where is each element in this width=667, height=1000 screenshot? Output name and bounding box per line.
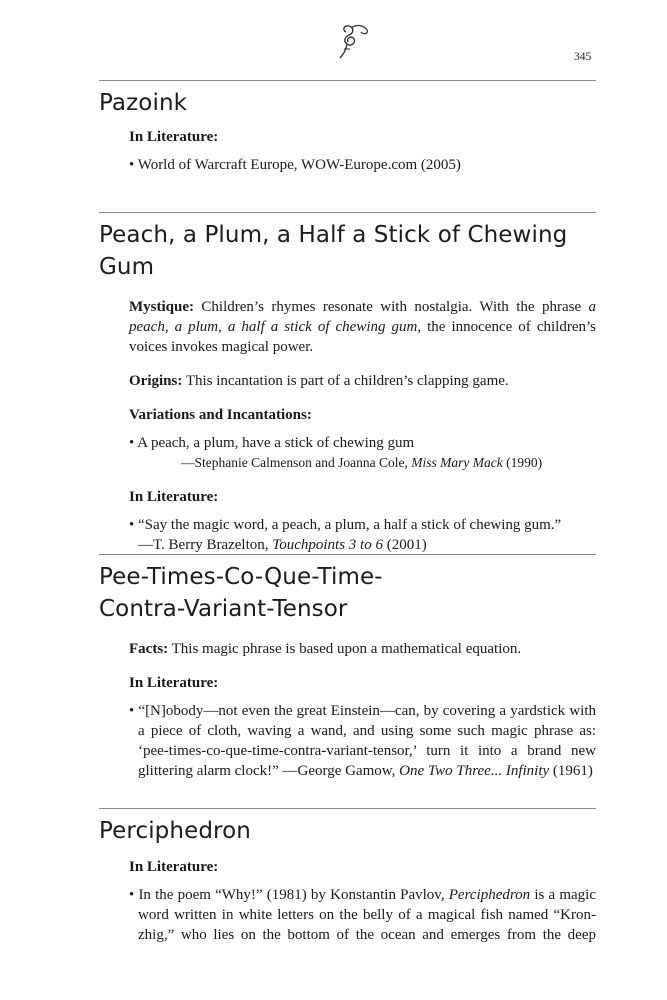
page-number: 345 [574,51,592,63]
entry-title: Perciphedron [99,818,251,844]
entry-pee-times [99,554,596,781]
entry-title [99,561,596,625]
facts-section [129,639,596,659]
list-item: • A peach, a plum, have a stick of chewing gum [129,435,415,451]
list-item: • “[N]obody—not even the great Einstein—can, by covering a yardstick with a piece of cloth, waving a wand, and using some such magic phrase as: ‘pee-times-co-que-time-contra-variant-tensor,’ turn it into a brand new glittering alarm clock!” —George Gamow, One Two Three... Infinity (1961) [129,703,596,779]
section-label: In Literature: [129,129,219,145]
citation-title: One Two Three... Infinity [399,763,550,779]
list-item-text: In the poem “Why!” (1981) by Konstantin Pavlov, [138,887,445,903]
entry-divider [99,808,596,809]
citation-title: Miss Mary Mack [411,455,503,470]
section-label: In Literature: [129,859,219,875]
entry-divider [99,212,596,213]
entry-divider [99,80,596,81]
citation [129,535,596,555]
entry-divider [99,554,596,555]
citation-year: (1990) [506,455,543,470]
citation [129,453,596,473]
entry-title-line: Contra-Variant-Tensor [99,596,348,622]
citation-title: Touchpoints 3 to 6 [272,537,383,553]
list-item-text: “[N]obody—not even the great Einstein—can, by covering a yardstick with a piece of cloth, waving a wand, and using some such magic phrase as: ‘pee-times-co-que-time-contra-variant-tensor,’ turn it into a brand new glittering alarm clock!” —George Gamow, [138,703,596,779]
list-item-text: is a magic word written in white letters on the belly of a magical fish named “Kron-zhig,” who lies on the bottom of the ocean and emerges from the deep [138,887,596,943]
section-label: Mystique: [129,299,194,315]
literature-section [129,673,596,781]
citation-year: (2001) [386,537,427,553]
paragraph-text: This incantation is part of a children’s clapping game. [185,373,509,389]
paragraph-text: This magic phrase is based upon a mathematical equation. [171,641,522,657]
list-item-text: World of Warcraft Europe, WOW-Europe.com (2005) [137,157,461,173]
list-item-text: “Say the magic word, a peach, a plum, a half a stick of chewing gum.” [138,517,562,533]
entry-peach-plum [99,212,596,555]
list-item-text: A peach, a plum, have a stick of chewing gum [137,435,415,451]
literature-section [129,487,596,555]
section-label: Origins: [129,373,183,389]
list-item: • In the poem “Why!” (1981) by Konstantin Pavlov, Perciphedron is a magic word written in white letters on the belly of a magical fish named “Kron-zhig,” who lies on the bottom of the ocean and emerges from the deep [129,887,596,943]
entry-perciphedron [99,808,596,945]
paragraph-italic: a peach, a plum, a half a stick of chewing gum [129,299,597,335]
flourish-ornament-icon [334,22,374,62]
section-label: Facts: [129,641,169,657]
entry-pazoink [99,80,596,175]
entry-title-line: Pee-Times-Co-Que-Time- [99,564,383,590]
citation-author: —T. Berry Brazelton, [138,537,269,553]
list-item: • “Say the magic word, a peach, a plum, a half a stick of chewing gum.” [129,517,562,533]
list-item-italic: Perciphedron [448,887,531,903]
variations-section [129,405,596,473]
literature-section [129,857,596,945]
citation-year: (1961) [552,763,593,779]
section-label: In Literature: [129,489,219,505]
entry-title: Peach, a Plum, a Half a Stick of Chewing Gum [99,222,568,280]
entry-title: Pazoink [99,90,188,116]
section-label: Variations and Incantations: [129,407,312,423]
origins-section [129,371,596,391]
list-item: • World of Warcraft Europe, WOW-Europe.com (2005) [129,157,461,173]
mystique-section [129,297,596,357]
paragraph-text: Children’s rhymes resonate with nostalgia. With the phrase [201,299,582,315]
literature-section [129,127,596,175]
section-label: In Literature: [129,675,219,691]
citation-author: —Stephanie Calmenson and Joanna Cole, [181,455,408,470]
paragraph-text: , the innocence of children’s voices invokes magical power. [129,319,596,355]
